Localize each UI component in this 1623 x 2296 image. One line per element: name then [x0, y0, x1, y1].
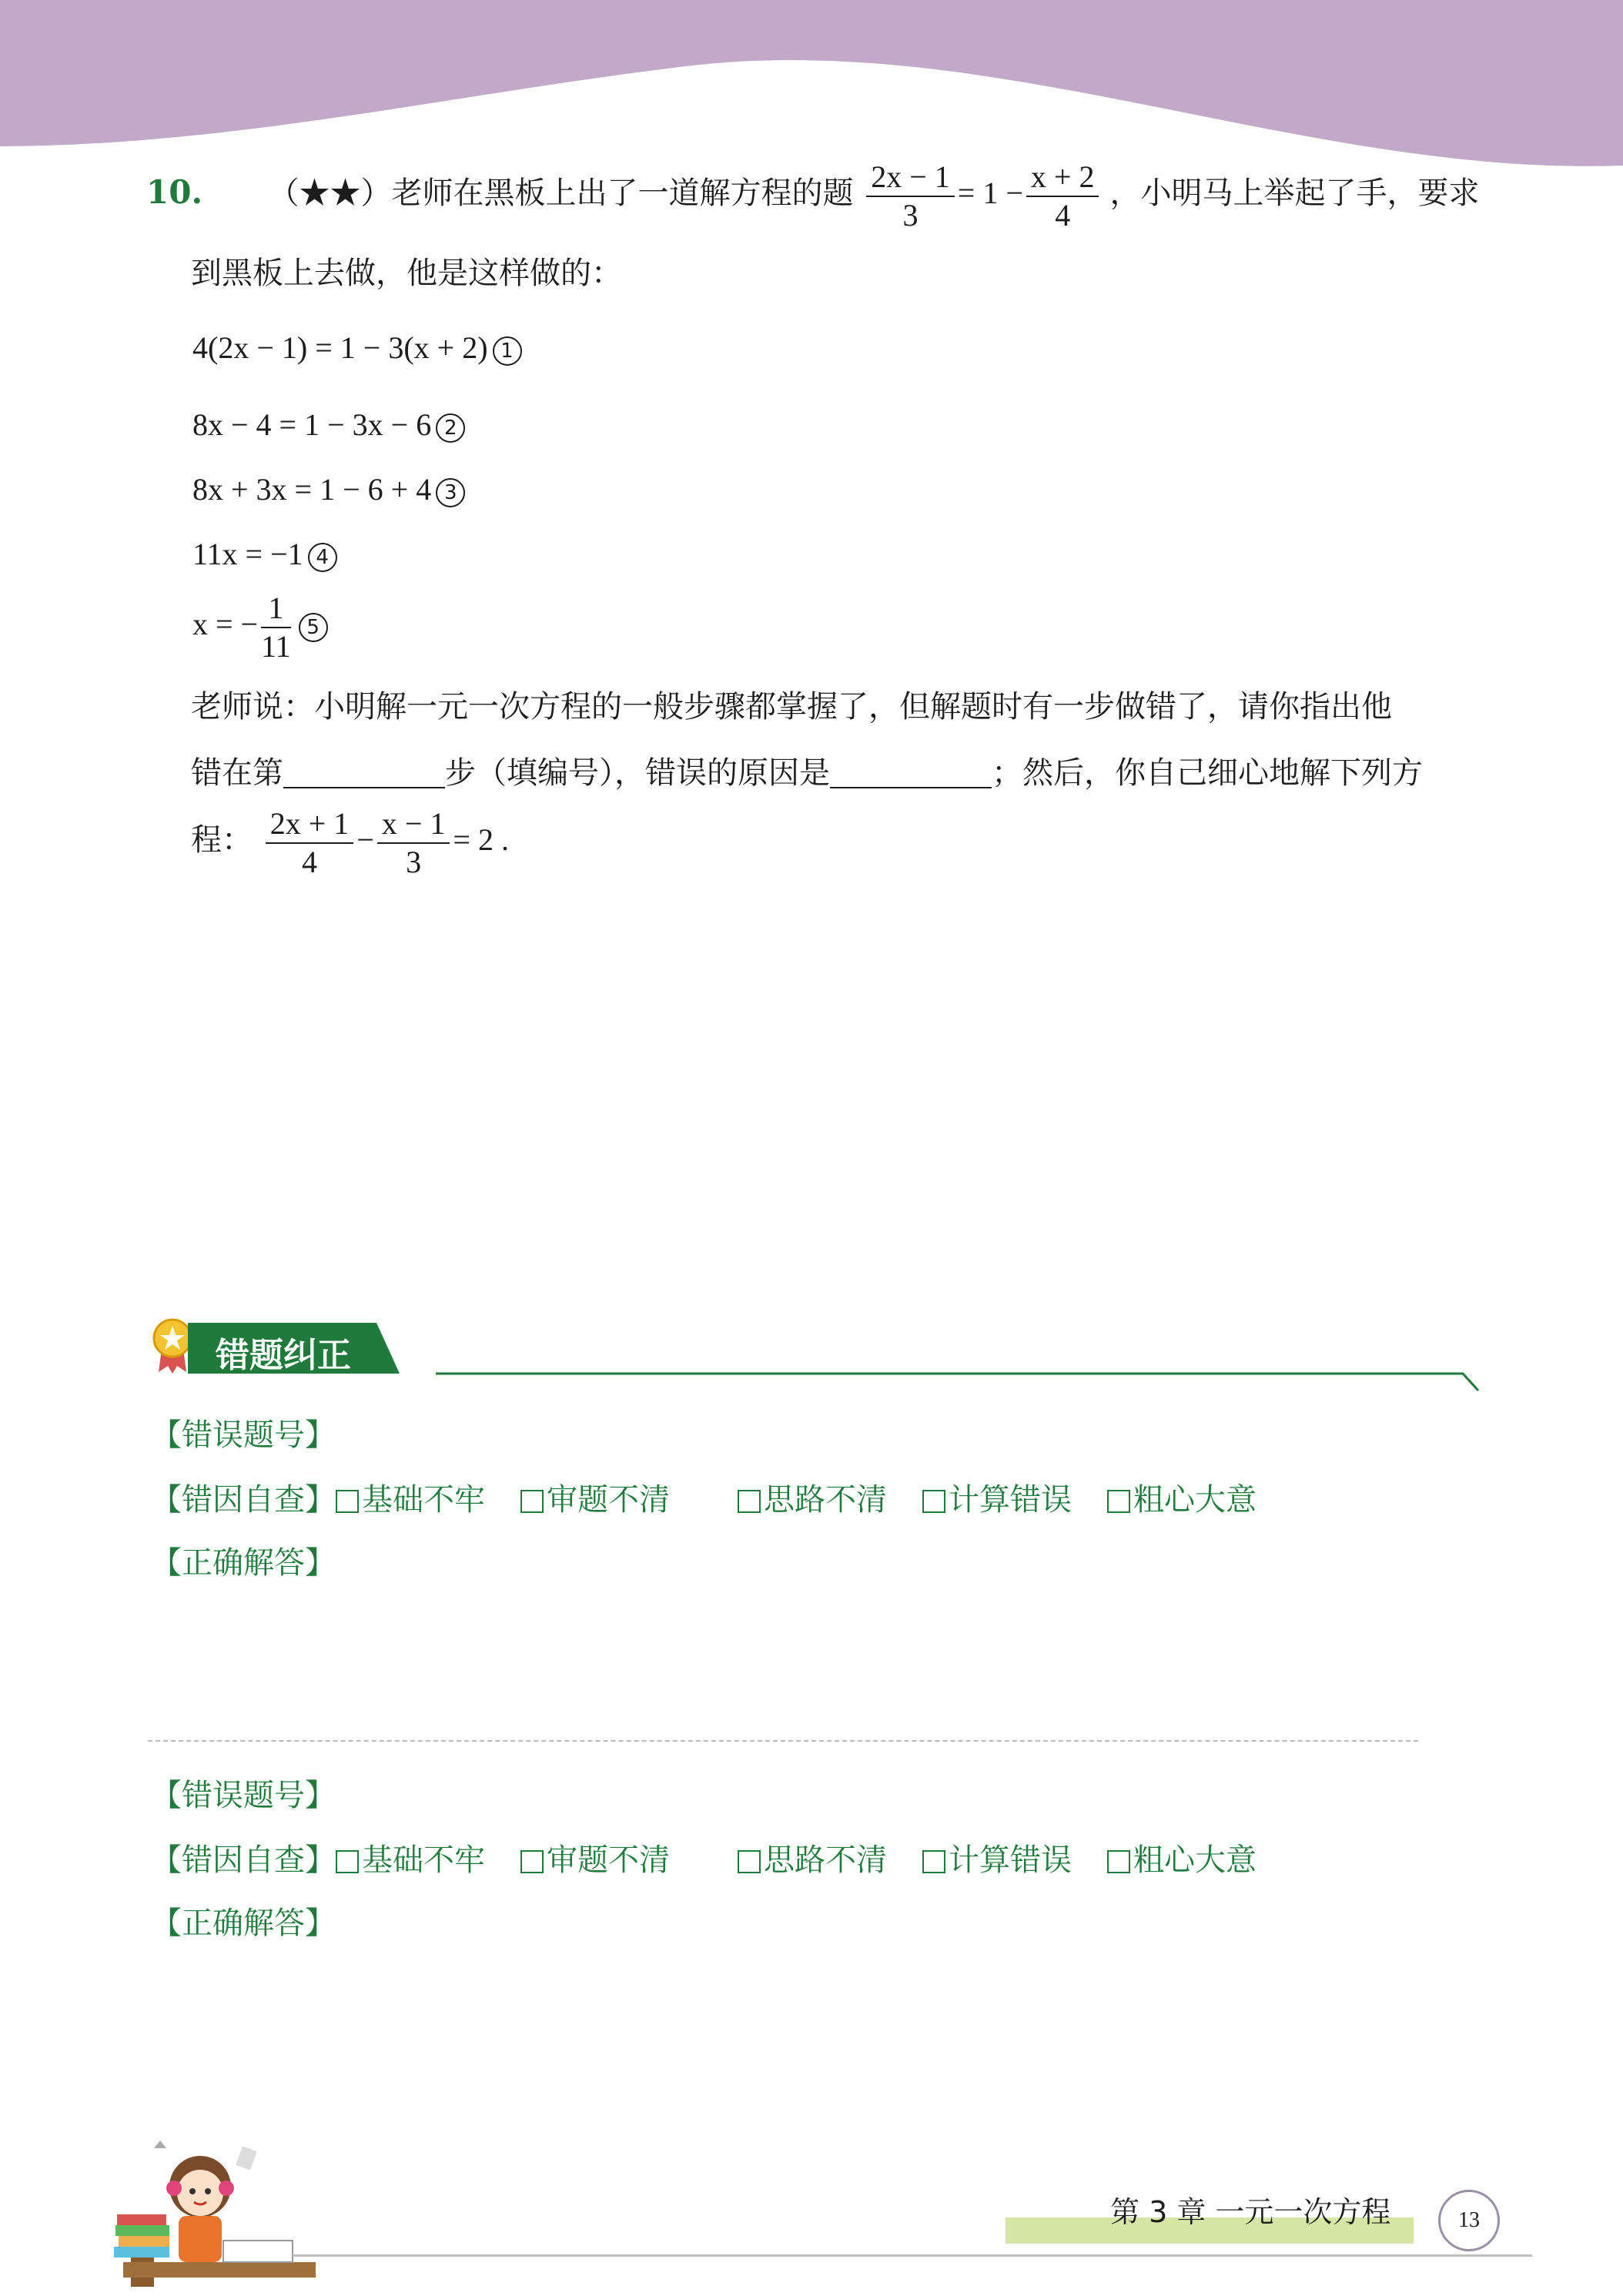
option-basics[interactable]: 基础不牢	[336, 1475, 485, 1519]
label-error-number: 【错误题号】	[151, 1417, 336, 1453]
header-wave	[0, 0, 1623, 169]
eq-num-1: 2x − 1	[866, 162, 955, 197]
question-line-2: 到黑板上去做，他是这样做的：	[191, 256, 622, 291]
eq-den-2: 4	[1055, 198, 1071, 233]
checkbox-icon[interactable]	[336, 1850, 359, 1873]
final-den-2: 3	[406, 845, 422, 879]
final-prefix: 程：	[191, 822, 253, 858]
checkbox-icon[interactable]	[520, 1490, 544, 1513]
option-basics[interactable]: 基础不牢	[336, 1836, 485, 1879]
block-separator	[148, 1740, 1418, 1742]
option-careless[interactable]: 粗心大意	[1107, 1475, 1257, 1519]
checkbox-icon[interactable]	[738, 1850, 761, 1873]
cause-row	[151, 1836, 1257, 1879]
teacher-line-2-a: 错在第	[191, 755, 283, 791]
step-text: 11x = −1	[192, 537, 303, 571]
question-difficulty: （★★）	[268, 176, 392, 212]
step-mark: 2	[436, 413, 465, 443]
checkbox-icon[interactable]	[1107, 1850, 1130, 1873]
eq-mid: = 1 −	[957, 176, 1023, 211]
section-divider	[436, 1363, 1480, 1394]
teacher-line-2-b: 步（填编号），错误的原因是	[445, 755, 830, 791]
solution-step-1	[192, 330, 522, 366]
footer-line	[293, 2254, 1532, 2257]
option-calculation[interactable]: 计算错误	[922, 1836, 1072, 1879]
option-reading[interactable]: 审题不清	[520, 1836, 670, 1879]
step5-den: 11	[261, 629, 291, 664]
label-correct-answer: 【正确解答】	[151, 1545, 336, 1581]
teacher-line-2	[191, 755, 1423, 791]
label-error-cause: 【错因自查】	[151, 1482, 336, 1518]
question-after-eq: ，小明马上举起了手，要求	[1109, 176, 1480, 212]
solution-step-5	[192, 593, 328, 662]
step5-num: 1	[261, 593, 291, 628]
question-number: 10.	[146, 173, 203, 212]
step-text: 4(2x − 1) = 1 − 3(x + 2)	[192, 330, 488, 365]
step-mark: 5	[299, 613, 328, 642]
eq-num-2: x + 2	[1026, 162, 1099, 197]
checkbox-icon[interactable]	[1107, 1490, 1130, 1513]
answer-blank-reason[interactable]	[830, 756, 992, 788]
option-careless[interactable]: 粗心大意	[1107, 1836, 1257, 1879]
step-text: 8x + 3x = 1 − 6 + 4	[192, 472, 432, 507]
final-den-1: 4	[302, 845, 317, 879]
step-mark: 1	[493, 336, 522, 366]
page-number: 13	[1438, 2190, 1500, 2251]
step-text: 8x − 4 = 1 − 3x − 6	[192, 407, 432, 442]
final-rhs: = 2 .	[453, 822, 509, 858]
option-calculation[interactable]: 计算错误	[922, 1475, 1072, 1519]
final-minus: −	[356, 822, 374, 858]
option-reading[interactable]: 审题不清	[520, 1475, 670, 1519]
label-correct-answer: 【正确解答】	[151, 1906, 336, 1941]
question-line-1	[146, 159, 1480, 233]
cause-row	[151, 1475, 1257, 1519]
final-num-1: 2x + 1	[266, 808, 354, 844]
option-thinking[interactable]: 思路不清	[738, 1475, 887, 1519]
option-thinking[interactable]: 思路不清	[738, 1836, 887, 1879]
checkbox-icon[interactable]	[922, 1850, 945, 1873]
step-mark: 3	[436, 478, 465, 507]
checkbox-icon[interactable]	[336, 1490, 359, 1513]
checkbox-icon[interactable]	[738, 1490, 761, 1513]
student-illustration	[108, 2125, 323, 2296]
final-equation-line	[191, 808, 509, 878]
teacher-line-2-c: ；然后，你自己细心地解下列方	[992, 755, 1423, 791]
solution-step-3	[192, 474, 465, 507]
question-intro: 老师在黑板上出了一道解方程的题	[391, 176, 854, 212]
step5-lhs: x = −	[192, 607, 259, 642]
checkbox-icon[interactable]	[520, 1850, 544, 1873]
label-error-cause: 【错因自查】	[151, 1842, 336, 1878]
question-equation	[863, 159, 1109, 233]
final-num-2: x − 1	[377, 808, 450, 844]
eq-den-1: 3	[902, 198, 919, 233]
solution-step-2	[192, 407, 465, 443]
teacher-line-1: 老师说：小明解一元一次方程的一般步骤都掌握了，但解题时有一步做错了，请你指出他	[191, 689, 1392, 725]
label-error-number: 【错误题号】	[151, 1778, 336, 1813]
step-mark: 4	[308, 543, 337, 572]
chapter-title: 第 3 章 一元一次方程	[1110, 2195, 1391, 2229]
answer-blank-step[interactable]	[283, 756, 445, 788]
solution-step-4	[192, 539, 337, 572]
checkbox-icon[interactable]	[922, 1490, 945, 1513]
section-title: 错题纠正	[216, 1336, 351, 1375]
